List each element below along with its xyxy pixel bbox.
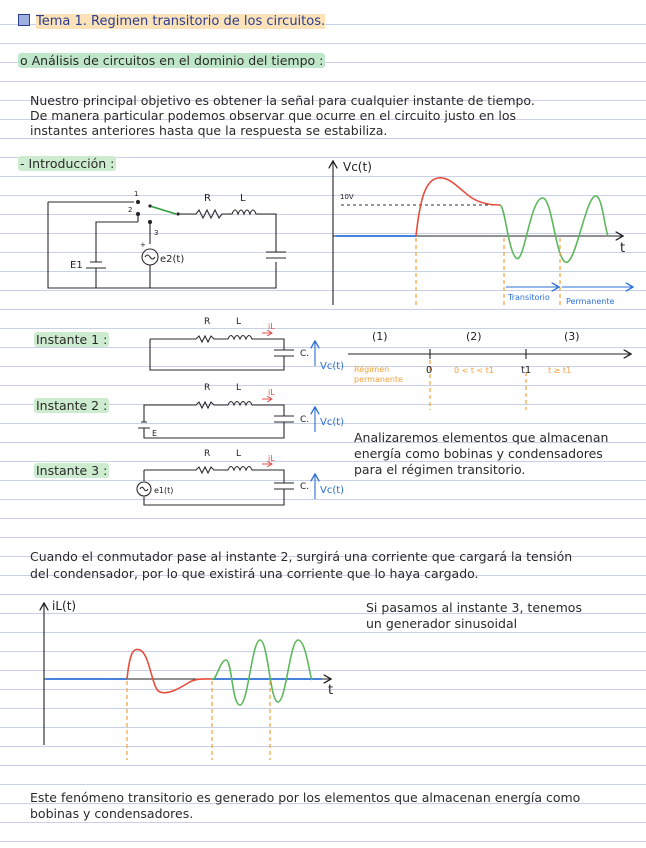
il-sinusoid [212,640,312,705]
transitorio-label: Transitorio [508,293,550,302]
final-line-1: Este fenómeno transitorio es generado por los elementos que almacenan energía como [30,790,581,805]
conmutador-line-2: del condensador, por lo que existirá una corriente que lo haya cargado. [30,566,479,581]
i3-vc: Vc(t) [320,485,345,496]
label-R: R [204,193,211,204]
label-E1: E1 [70,260,83,271]
vc-axis-label: Vc(t) [343,160,372,174]
vc-graph [333,162,632,305]
i3-iL: iL [268,454,275,463]
i3-R: R [204,449,211,459]
i3-C: C. [300,482,310,492]
i1-L: L [236,317,242,327]
i1-iL: iL [268,322,275,331]
i2-R: R [204,383,211,393]
note-line-2: un generador sinusoidal [366,616,518,631]
vc-10v-label: 10V [340,193,354,201]
label-L: L [240,193,246,204]
circuit-instante-2 [138,402,294,439]
switch-lever [150,206,176,214]
section-heading: o Análisis de circuitos en el dominio del tiempo : [20,53,324,68]
intro-line-1: Nuestro principal objetivo es obtener la señal para cualquier instante de tiempo. [30,93,535,108]
timeline-phase-1: (1) [372,330,388,343]
vc-t-label: t [620,241,626,256]
i2-C: C. [300,415,310,425]
switch-pos-1: 1 [134,190,139,198]
timeline-permanente: permanente [354,375,403,384]
i3-e1: e1(t) [154,486,174,495]
final-line-2: bobinas y condensadores. [30,806,194,821]
il-t-label: t [328,683,334,698]
il-transient-curve [127,649,212,692]
i2-vc: Vc(t) [320,417,345,428]
timeline-phase-2: (2) [466,330,482,343]
intro-line-3: instantes anteriores hasta que la respuesta se estabiliza. [30,123,388,138]
timeline-after: t ≥ t1 [548,366,572,375]
instante-1-label: Instante 1 : [36,332,108,347]
conmutador-line-1: Cuando el conmutador pase al instante 2, surgirá una corriente que cargará la tensión [30,549,573,564]
analysis-line-3: para el régimen transitorio. [354,462,526,477]
page-title: Tema 1. Regimen transitorio de los circuitos. [18,14,325,29]
il-axis-label: iL(t) [52,599,77,613]
label-plus: + [140,241,146,249]
switch-contact [176,212,179,215]
vc-transient-curve [416,178,500,236]
analysis-line-2: energía como bobinas y condensadores [354,446,603,461]
analysis-line-1: Analizaremos elementos que almacenan [354,430,609,445]
switch-pos-3: 3 [154,229,159,237]
timeline-interval: 0 < t < t1 [454,366,495,375]
i2-L: L [236,383,242,393]
instante-3-label: Instante 3 : [36,463,108,478]
timeline-regimen: Régimen [354,365,390,374]
label-e2: e2(t) [160,254,185,265]
main-circuit [48,200,286,288]
i1-C: C. [300,349,310,359]
switch-pos-2: 2 [128,206,133,214]
vc-sinusoid [500,196,608,262]
timeline-phase-3: (3) [564,330,580,343]
intro-heading: - Introducción : [20,156,115,171]
timeline-t1: t1 [521,365,532,376]
switch-pivot [148,204,151,207]
i2-iL: iL [268,388,275,397]
i2-E: E [152,429,158,438]
i1-vc: Vc(t) [320,361,345,372]
i3-L: L [236,449,242,459]
il-graph [44,604,330,760]
i1-R: R [204,317,211,327]
timeline-zero: 0 [426,365,433,376]
permanente-label: Permanente [566,297,615,306]
circuit-instante-1 [150,336,294,371]
instante-2-label: Instante 2 : [36,398,108,413]
intro-line-2: De manera particular podemos observar que ocurre en el circuito justo en los [30,108,517,123]
note-line-1: Si pasamos al instante 3, tenemos [366,600,582,615]
